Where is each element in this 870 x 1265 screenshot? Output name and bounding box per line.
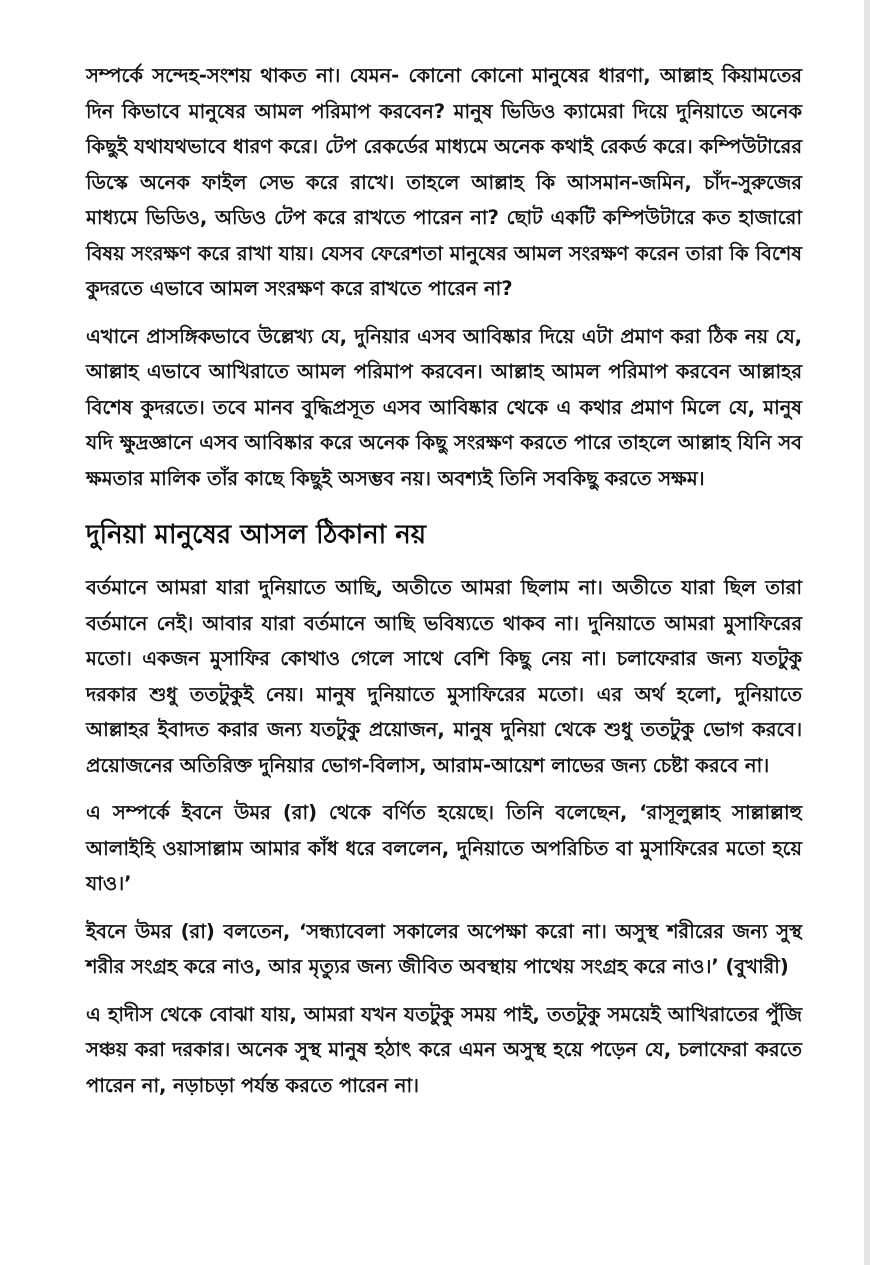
paragraph-hadith-ibn-umar: এ সম্পর্কে ইবনে উমর (রা) থেকে বর্ণিত হয়েছে। তিনি বলেছেন, ‘রাসূলুল্লাহ সাল্লাল্লাহু আলাইহি ওয়াসাল্লাম আমার কাঁধ ধরে বললেন, দুনিয়াতে অপরিচিত বা মুসাফিরের মতো হয়ে যাও।’	[86, 801, 802, 895]
book-page	[86, 58, 802, 1103]
page-edge-shadow	[864, 0, 870, 1265]
paragraph-ibn-umar-saying: ইবনে উমর (রা) বলতেন, ‘সন্ধ্যাবেলা সকালের অপেক্ষা করো না। অসুস্থ শরীরের জন্য সুস্থ শরীর সংগ্রহ করে নাও, আর মৃত্যুর জন্য জীবিত অবস্থায় পাথেয় সংগ্রহ করে নাও।’ (বুখারী)	[86, 919, 802, 978]
section-heading: দুনিয়া মানুষের আসল ঠিকানা নয়	[86, 520, 427, 550]
paragraph-allah-power: এখানে প্রাসঙ্গিকভাবে উল্লেখ্য যে, দুনিয়ার এসব আবিষ্কার দিয়ে এটা প্রমাণ করা ঠিক নয় যে, আল্লাহ এভাবে আখিরাতে আমল পরিমাপ করবেন। আল্লাহ আমল পরিমাপ করবেন আল্লাহর বিশেষ কুদরতে। তবে মানব বুদ্ধিপ্রসূত এসব আবিষ্কার থেকে এ কথার প্রমাণ মিলে যে, মানুষ যদি ক্ষুদ্রজ্ঞানে এসব আবিষ্কার করে অনেক কিছু সংরক্ষণ করতে পারে তাহলে আল্লাহ যিনি সব ক্ষমতার মালিক তাঁর কাছে কিছুই অসম্ভব নয়। অবশ্যই তিনি সবকিছু করতে সক্ষম।	[86, 324, 802, 490]
paragraph-traveler: বর্তমানে আমরা যারা দুনিয়াতে আছি, অতীতে আমরা ছিলাম না। অতীতে যারা ছিল তারা বর্তমানে নেই। আবার যারা বর্তমানে আছি ভবিষ্যতে থাকব না। দুনিয়াতে আমরা মুসাফিরের মতো। একজন মুসাফির কোথাও গেলে সাথে বেশি কিছু নেয় না। চলাফেরার জন্য যতটুকু দরকার শুধু ততটুকুই নেয়। মানুষ দুনিয়াতে মুসাফিরের মতো। এর অর্থ হলো, দুনিয়াতে আল্লাহর ইবাদত করার জন্য যতটুকু প্রয়োজন, মানুষ দুনিয়া থেকে শুধু ততটুকু ভোগ করবে। প্রয়োজনের অতিরিক্ত দুনিয়ার ভোগ-বিলাস, আরাম-আয়েশ লাভের জন্য চেষ্টা করবে না।	[86, 576, 803, 777]
paragraph-recording-deeds: সম্পর্কে সন্দেহ-সংশয় থাকত না। যেমন- কোনো কোনো মানুষের ধারণা, আল্লাহ কিয়ামতের দিন কিভাবে মানুষের আমল পরিমাপ করবেন? মানুষ ভিডিও ক্যামেরা দিয়ে দুনিয়াতে অনেক কিছুই যথাযথভাবে ধারণ করে। টেপ রেকর্ডের মাধ্যমে অনেক কথাই রেকর্ড করে। কম্পিউটারের ডিস্কে অনেক ফাইল সেভ করে রাখে। তাহলে আল্লাহ কি আসমান-জমিন, চাঁদ-সুরুজের মাধ্যমে ভিডিও, অডিও টেপ করে রাখতে পারেন না? ছোট একটি কম্পিউটারে কত হাজারো বিষয় সংরক্ষণ করে রাখা যায়। যেসব ফেরেশতা মানুষের আমল সংরক্ষণ করেন তারা কি বিশেষ কুদরতে এভাবে আমল সংরক্ষণ করে রাখতে পারেন না?	[86, 64, 802, 300]
paragraph-hadith-lesson: এ হাদীস থেকে বোঝা যায়, আমরা যখন যতটুকু সময় পাই, ততটুকু সময়েই আখিরাতের পুঁজি সঞ্চয় করা দরকার। অনেক সুস্থ মানুষ হঠাৎ করে এমন অসুস্থ হয়ে পড়েন যে, চলাফেরা করতে পারেন না, নড়াচড়া পর্যন্ত করতে পারেন না।	[86, 1002, 802, 1097]
